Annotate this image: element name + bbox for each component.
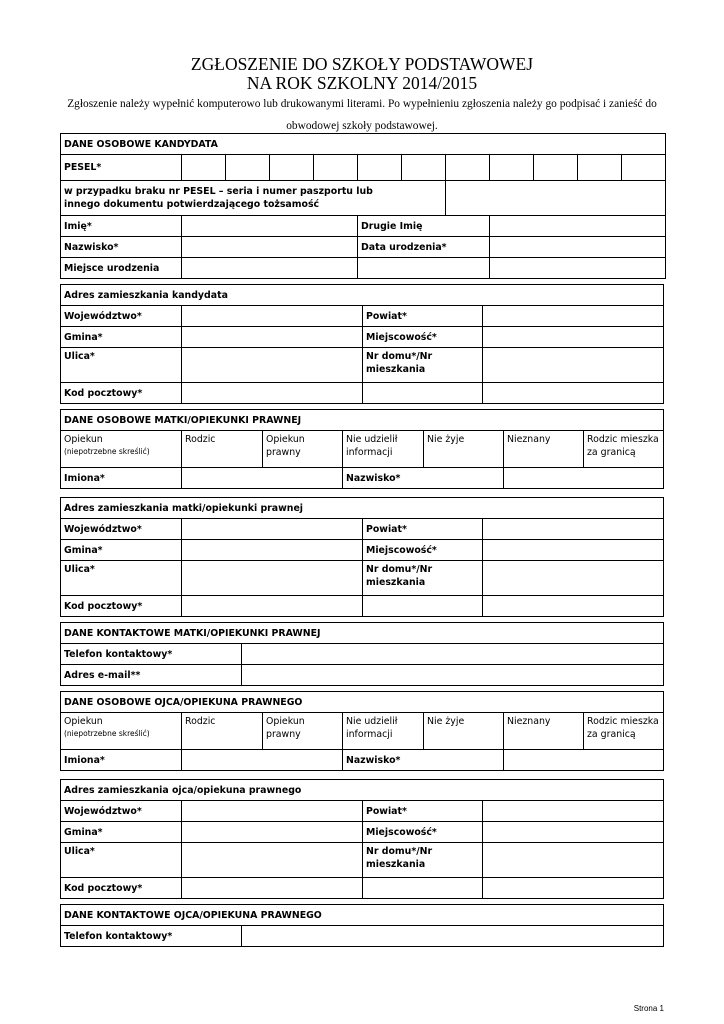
- form-title-line-1: ZGŁOSZENIE DO SZKOŁY PODSTAWOWEJ: [190, 54, 534, 74]
- father-postal-code-extra-field[interactable]: [363, 878, 483, 899]
- mother-street-label: Ulica*: [61, 561, 182, 596]
- birth-date-field[interactable]: [490, 237, 666, 258]
- father-locality-field[interactable]: [483, 822, 664, 843]
- mother-postal-code-field[interactable]: [182, 596, 363, 617]
- pesel-digit-11[interactable]: [622, 155, 666, 181]
- mother-option-no-info-line-1: Nie udzielił: [346, 434, 398, 445]
- candidate-address-title: Adres zamieszkania kandydata: [61, 285, 664, 306]
- commune-label: Gmina*: [61, 327, 182, 348]
- pesel-digit-1[interactable]: [182, 155, 226, 181]
- father-house-number-label-line-1: Nr domu*/Nr: [366, 846, 433, 857]
- commune-field[interactable]: [182, 327, 363, 348]
- father-option-no-info-line-1: Nie udzielił: [346, 716, 398, 727]
- father-guardian-label-text: Opiekun: [64, 716, 103, 727]
- mother-guardian-label-text: Opiekun: [64, 434, 103, 445]
- street-field[interactable]: [182, 348, 363, 383]
- form-title-line-2: NA ROK SZKOLNY 2014/2015: [246, 73, 478, 93]
- father-phone-label: Telefon kontaktowy*: [61, 926, 242, 947]
- father-section-title: DANE OSOBOWE OJCA/OPIEKUNA PRAWNEGO: [61, 692, 664, 713]
- surname-field[interactable]: [182, 237, 358, 258]
- street-label: Ulica*: [61, 348, 182, 383]
- mother-surname-field[interactable]: [504, 468, 664, 489]
- pesel-digit-2[interactable]: [226, 155, 270, 181]
- postal-code-label: Kod pocztowy*: [61, 383, 182, 404]
- father-address-section: [60, 779, 664, 899]
- mother-county-field[interactable]: [483, 519, 664, 540]
- intro-line-1: Zgłoszenie należy wypełnić komputerowo lub drukowanymi literami. Po wypełnieniu zgłoszenia należy go podpisać i zanieść do: [67, 98, 657, 110]
- mother-postal-code-extra-field-2[interactable]: [483, 596, 664, 617]
- mother-street-field[interactable]: [182, 561, 363, 596]
- second-name-label: Drugie Imię: [358, 216, 490, 237]
- mother-house-number-label-line-2: mieszkania: [366, 577, 426, 588]
- father-county-label: Powiat*: [363, 801, 483, 822]
- mother-address-section: [60, 497, 664, 617]
- father-house-number-label-line-2: mieszkania: [366, 859, 426, 870]
- pesel-digit-8[interactable]: [490, 155, 534, 181]
- mother-section: [60, 409, 664, 489]
- father-option-parent[interactable]: Rodzic: [182, 713, 263, 750]
- mother-postal-code-label: Kod pocztowy*: [61, 596, 182, 617]
- mother-email-label: Adres e-mail**: [61, 665, 242, 686]
- locality-label: Miejscowość*: [363, 327, 483, 348]
- birth-place-extra-field[interactable]: [358, 258, 490, 279]
- mother-house-number-field[interactable]: [483, 561, 664, 596]
- birth-place-extra-field-2[interactable]: [490, 258, 666, 279]
- postal-code-extra-field[interactable]: [363, 383, 483, 404]
- mother-phone-label: Telefon kontaktowy*: [61, 644, 242, 665]
- mother-contact-section: [60, 622, 664, 686]
- pesel-digit-6[interactable]: [402, 155, 446, 181]
- mother-guardian-note: (niepotrzebne skreślić): [64, 447, 150, 456]
- mother-option-abroad[interactable]: [584, 431, 664, 468]
- mother-option-legal-guardian[interactable]: Opiekun prawny: [263, 431, 343, 468]
- no-pesel-label-line-1: w przypadku braku nr PESEL – seria i numer paszportu lub: [64, 186, 373, 197]
- father-names-field[interactable]: [182, 750, 343, 771]
- no-pesel-label-line-2: innego dokumentu potwierdzającego tożsamość: [64, 199, 320, 210]
- pesel-digit-10[interactable]: [578, 155, 622, 181]
- father-surname-field[interactable]: [504, 750, 664, 771]
- father-voivodeship-field[interactable]: [182, 801, 363, 822]
- father-house-number-field[interactable]: [483, 843, 664, 878]
- father-option-abroad-line-2: za granicą: [587, 729, 636, 740]
- father-commune-field[interactable]: [182, 822, 363, 843]
- mother-voivodeship-label: Województwo*: [61, 519, 182, 540]
- candidate-address-section: [60, 284, 664, 404]
- pesel-digit-7[interactable]: [446, 155, 490, 181]
- pesel-digit-3[interactable]: [270, 155, 314, 181]
- father-contact-section: [60, 904, 664, 947]
- pesel-digit-4[interactable]: [314, 155, 358, 181]
- mother-commune-label: Gmina*: [61, 540, 182, 561]
- father-county-field[interactable]: [483, 801, 664, 822]
- mother-option-parent[interactable]: Rodzic: [182, 431, 263, 468]
- mother-option-unknown[interactable]: Nieznany: [504, 431, 584, 468]
- mother-address-title: Adres zamieszkania matki/opiekunki prawnej: [61, 498, 664, 519]
- father-guardian-note: (niepotrzebne skreślić): [64, 729, 150, 738]
- father-commune-label: Gmina*: [61, 822, 182, 843]
- father-option-legal-guardian[interactable]: Opiekun prawny: [263, 713, 343, 750]
- mother-postal-code-extra-field[interactable]: [363, 596, 483, 617]
- voivodeship-label: Województwo*: [61, 306, 182, 327]
- mother-phone-field[interactable]: [242, 644, 664, 665]
- voivodeship-field[interactable]: [182, 306, 363, 327]
- mother-option-no-info-line-2: informacji: [346, 447, 393, 458]
- county-label: Powiat*: [363, 306, 483, 327]
- mother-voivodeship-field[interactable]: [182, 519, 363, 540]
- mother-house-number-label: [363, 561, 483, 596]
- pesel-digit-9[interactable]: [534, 155, 578, 181]
- father-option-no-info-line-2: informacji: [346, 729, 393, 740]
- father-names-label: Imiona*: [61, 750, 182, 771]
- father-option-deceased[interactable]: Nie żyje: [424, 713, 504, 750]
- father-option-no-info[interactable]: [343, 713, 424, 750]
- locality-field[interactable]: [483, 327, 664, 348]
- mother-option-abroad-line-1: Rodzic mieszka: [587, 434, 659, 445]
- mother-locality-label: Miejscowość*: [363, 540, 483, 561]
- birth-place-label: Miejsce urodzenia: [61, 258, 182, 279]
- pesel-digit-5[interactable]: [358, 155, 402, 181]
- mother-county-label: Powiat*: [363, 519, 483, 540]
- mother-names-field[interactable]: [182, 468, 343, 489]
- father-house-number-label: [363, 843, 483, 878]
- father-surname-label: Nazwisko*: [343, 750, 504, 771]
- birth-place-field[interactable]: [182, 258, 358, 279]
- mother-guardian-label: [61, 431, 182, 468]
- house-number-label-line-2: mieszkania: [366, 364, 426, 375]
- document-number-field[interactable]: [446, 181, 666, 216]
- house-number-label: [363, 348, 483, 383]
- mother-house-number-label-line-1: Nr domu*/Nr: [366, 564, 433, 575]
- house-number-label-line-1: Nr domu*/Nr: [366, 351, 433, 362]
- mother-surname-label: Nazwisko*: [343, 468, 504, 489]
- surname-label: Nazwisko*: [61, 237, 182, 258]
- postal-code-field[interactable]: [182, 383, 363, 404]
- mother-option-no-info[interactable]: [343, 431, 424, 468]
- mother-names-label: Imiona*: [61, 468, 182, 489]
- father-postal-code-field[interactable]: [182, 878, 363, 899]
- first-name-field[interactable]: [182, 216, 358, 237]
- father-street-label: Ulica*: [61, 843, 182, 878]
- mother-option-abroad-line-2: za granicą: [587, 447, 636, 458]
- mother-contact-title: DANE KONTAKTOWE MATKI/OPIEKUNKI PRAWNEJ: [61, 623, 664, 644]
- father-contact-title: DANE KONTAKTOWE OJCA/OPIEKUNA PRAWNEGO: [61, 905, 664, 926]
- mother-option-deceased[interactable]: Nie żyje: [424, 431, 504, 468]
- father-guardian-label: [61, 713, 182, 750]
- father-postal-code-extra-field-2[interactable]: [483, 878, 664, 899]
- father-address-title: Adres zamieszkania ojca/opiekuna prawnego: [61, 780, 664, 801]
- birth-date-label: Data urodzenia*: [358, 237, 490, 258]
- intro-line-2: obwodowej szkoły podstawowej.: [286, 120, 438, 132]
- father-locality-label: Miejscowość*: [363, 822, 483, 843]
- mother-locality-field[interactable]: [483, 540, 664, 561]
- father-voivodeship-label: Województwo*: [61, 801, 182, 822]
- second-name-field[interactable]: [490, 216, 666, 237]
- father-option-abroad-line-1: Rodzic mieszka: [587, 716, 659, 727]
- father-section: [60, 691, 664, 771]
- house-number-field[interactable]: [483, 348, 664, 383]
- candidate-section: [60, 133, 666, 279]
- mother-section-title: DANE OSOBOWE MATKI/OPIEKUNKI PRAWNEJ: [61, 410, 664, 431]
- father-phone-field[interactable]: [242, 926, 664, 947]
- county-field[interactable]: [483, 306, 664, 327]
- father-street-field[interactable]: [182, 843, 363, 878]
- father-option-abroad[interactable]: [584, 713, 664, 750]
- father-postal-code-label: Kod pocztowy*: [61, 878, 182, 899]
- no-pesel-label: [61, 181, 446, 216]
- mother-commune-field[interactable]: [182, 540, 363, 561]
- candidate-section-title: DANE OSOBOWE KANDYDATA: [61, 134, 666, 155]
- mother-email-field[interactable]: [242, 665, 664, 686]
- postal-code-extra-field-2[interactable]: [483, 383, 664, 404]
- father-option-unknown[interactable]: Nieznany: [504, 713, 584, 750]
- pesel-label: PESEL*: [61, 155, 182, 181]
- first-name-label: Imię*: [61, 216, 182, 237]
- page-number: Strona 1: [633, 1004, 664, 1013]
